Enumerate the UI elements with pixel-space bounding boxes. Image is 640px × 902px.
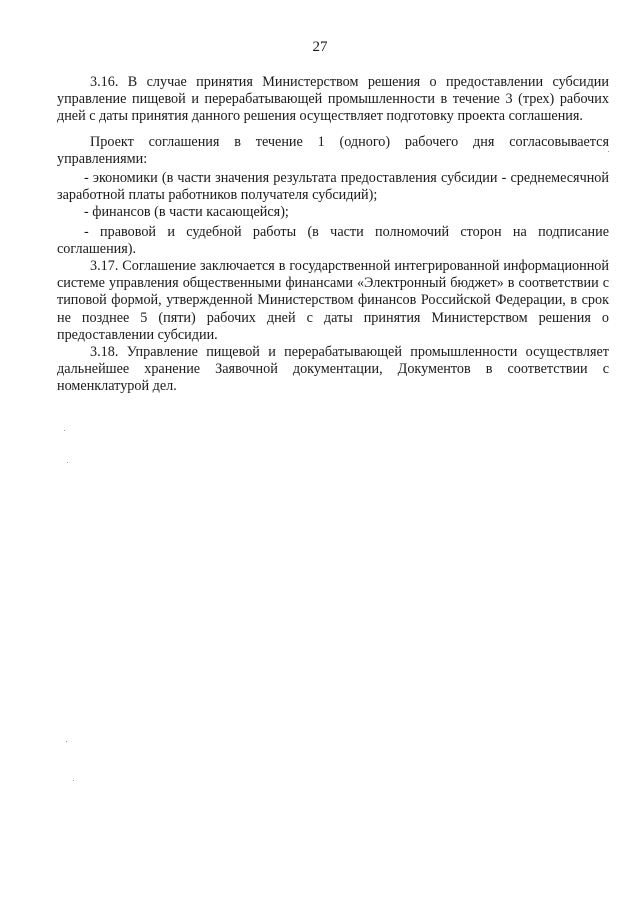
- paragraph-3-17: 3.17. Соглашение заключается в государственной интегрированной информационной системе управления общественными финансами «Электронный бюджет» в соответствии с типовой формой, утвержденной Министерством финансов Российской Федерации, в срок не позднее 5 (пяти) рабочих дней с даты принятия Министерством решения о предоставлении субсидии.: [57, 258, 609, 343]
- scan-speck: [67, 462, 68, 463]
- scan-speck: [64, 430, 65, 431]
- scan-speck: [608, 151, 609, 152]
- list-item-economy: - экономики (в части значения результата предоставления субсидии - среднемесячной заработной платы работников получателя субсидий);: [57, 170, 609, 204]
- document-body: [57, 74, 609, 396]
- page-number: 27: [312, 39, 328, 55]
- scan-speck: [66, 741, 67, 742]
- paragraph-3-16: 3.16. В случае принятия Министерством решения о предоставлении субсидии управление пищевой и перерабатывающей промышленности в течение 3 (трех) рабочих дней с даты принятия данного решения осуществляет подготовку проекта соглашения.: [57, 74, 609, 125]
- paragraph-3-18: 3.18. Управление пищевой и перерабатывающей промышленности осуществляет дальнейшее хранение Заявочной документации, Документов в соответствии с номенклатурой дел.: [57, 344, 609, 395]
- list-item-legal: - правовой и судебной работы (в части полномочий сторон на подписание соглашения).: [57, 223, 609, 257]
- scan-speck: [73, 780, 74, 781]
- paragraph-draft-approval: Проект соглашения в течение 1 (одного) рабочего дня согласовывается управлениями:: [57, 133, 609, 167]
- list-item-finance: - финансов (в части касающейся);: [84, 204, 289, 221]
